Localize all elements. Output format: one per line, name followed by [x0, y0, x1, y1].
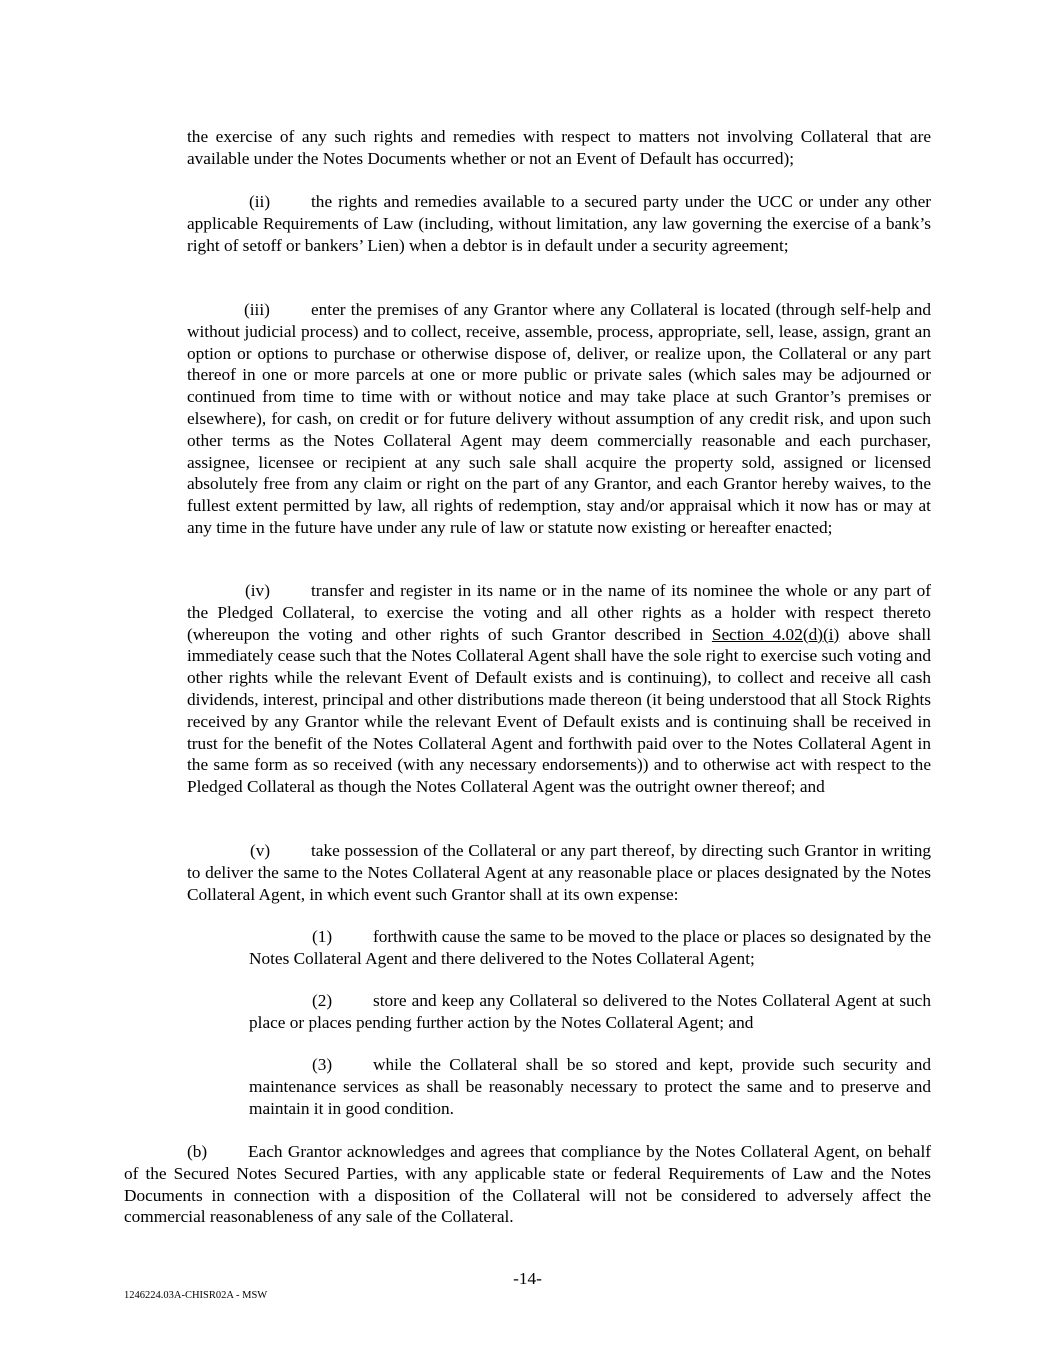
paragraph-iv	[187, 580, 931, 798]
document-footer-id: 1246224.03A-CHISR02A - MSW	[124, 1290, 268, 1301]
item-number-v: (v)	[250, 841, 271, 860]
paragraph-sub-2	[249, 990, 931, 1034]
item-number-2: (2)	[312, 991, 333, 1010]
item-text-3: while the Collateral shall be so stored and kept, provide such security and maintenance services as shall be reasonably necessary to protect the same and to preserve and maintain it in good condition.	[249, 1055, 931, 1118]
paragraph-sub-1	[249, 926, 931, 970]
item-text-2: store and keep any Collateral so delivered to the Notes Collateral Agent at such place or places pending further action by the Notes Collateral Agent; and	[249, 991, 931, 1032]
item-number-b: (b)	[187, 1142, 208, 1161]
item-number-iv: (iv)	[245, 581, 270, 600]
page-number: -14-	[513, 1269, 542, 1288]
paragraph-continuation: the exercise of any such rights and remedies with respect to matters not involving Collateral that are available under the Notes Documents whether or not an Event of Default has occurred);	[187, 127, 931, 168]
paragraph-sub-3	[249, 1054, 931, 1119]
section-reference-link[interactable]: Section 4.02(d)(i)	[711, 624, 840, 644]
item-number-iii: (iii)	[244, 300, 270, 319]
item-text-iii: enter the premises of any Grantor where any Collateral is located (through self-help and without judicial process) and to collect, receive, assemble, process, appropriate, sell, lease, assign, grant an option or options to purchase or otherwise dispose of, deliver, or realize upon, the Collateral or any part thereof in one or more parcels at one or more public or private sales (which sales may be adjourned or continued from time to time with or without notice and may take place at such Grantor’s premises or elsewhere), for cash, on credit or for future delivery without assumption of any credit risk, and upon such other terms as the Notes Collateral Agent may deem commercially reasonable and each purchaser, assignee, licensee or recipient at any such sale shall acquire the property sold, assigned or licensed absolutely free from any claim or right on the part of any Grantor, and each Grantor hereby waives, to the fullest extent permitted by law, all rights of redemption, stay and/or appraisal which it now has or may at any time in the future have under any rule of law or statute now existing or hereafter enacted;	[187, 300, 931, 537]
item-text-1: forthwith cause the same to be moved to the place or places so designated by the Notes Collateral Agent and there delivered to the Notes Collateral Agent;	[249, 927, 931, 968]
item-number-3: (3)	[312, 1055, 333, 1074]
item-number-ii: (ii)	[249, 192, 271, 211]
paragraph-v	[187, 840, 931, 905]
item-text-ii: the rights and remedies available to a secured party under the UCC or under any other applicable Requirements of Law (including, without limitation, any law governing the exercise of a bank’s right of setoff or bankers’ Lien) when a debtor is in default under a security agreement;	[187, 192, 931, 255]
item-text-v: take possession of the Collateral or any part thereof, by directing such Grantor in writing to deliver the same to the Notes Collateral Agent at any reasonable place or places designated by the Notes Collateral Agent, in which event such Grantor shall at its own expense:	[187, 841, 931, 904]
paragraph-ii	[187, 191, 931, 256]
item-text-iv-a: transfer and register in its name or in the name of its nominee the whole or any part of the Pledged Collateral, to exercise the voting and all other rights as a holder with respect thereto (whereupon the voting and other rights of such Grantor described in	[187, 581, 931, 644]
paragraph-b	[124, 1141, 931, 1228]
item-text-b: Each Grantor acknowledges and agrees that compliance by the Notes Collateral Agent, on behalf of the Secured Notes Secured Parties, with any applicable state or federal Requirements of Law and the Notes Documents in connection with a disposition of the Collateral will not be considered to adversely affect the commercial reasonableness of any sale of the Collateral.	[124, 1142, 931, 1227]
item-number-1: (1)	[312, 927, 333, 946]
paragraph-iii	[187, 299, 931, 539]
item-text-iv-b: above shall immediately cease such that the Notes Collateral Agent shall have the sole right to exercise such voting and other rights while the relevant Event of Default exists and is continuing), to collect and receive all cash dividends, interest, principal and other distributions made thereon (it being understood that all Stock Rights received by any Grantor while the relevant Event of Default exists and is continuing shall be received in trust for the benefit of the Notes Collateral Agent and forthwith paid over to the Notes Collateral Agent in the same form as so received (with any necessary endorsements)) and to otherwise act with respect to the Pledged Collateral as though the Notes Collateral Agent was the outright owner thereof; and	[187, 624, 931, 797]
